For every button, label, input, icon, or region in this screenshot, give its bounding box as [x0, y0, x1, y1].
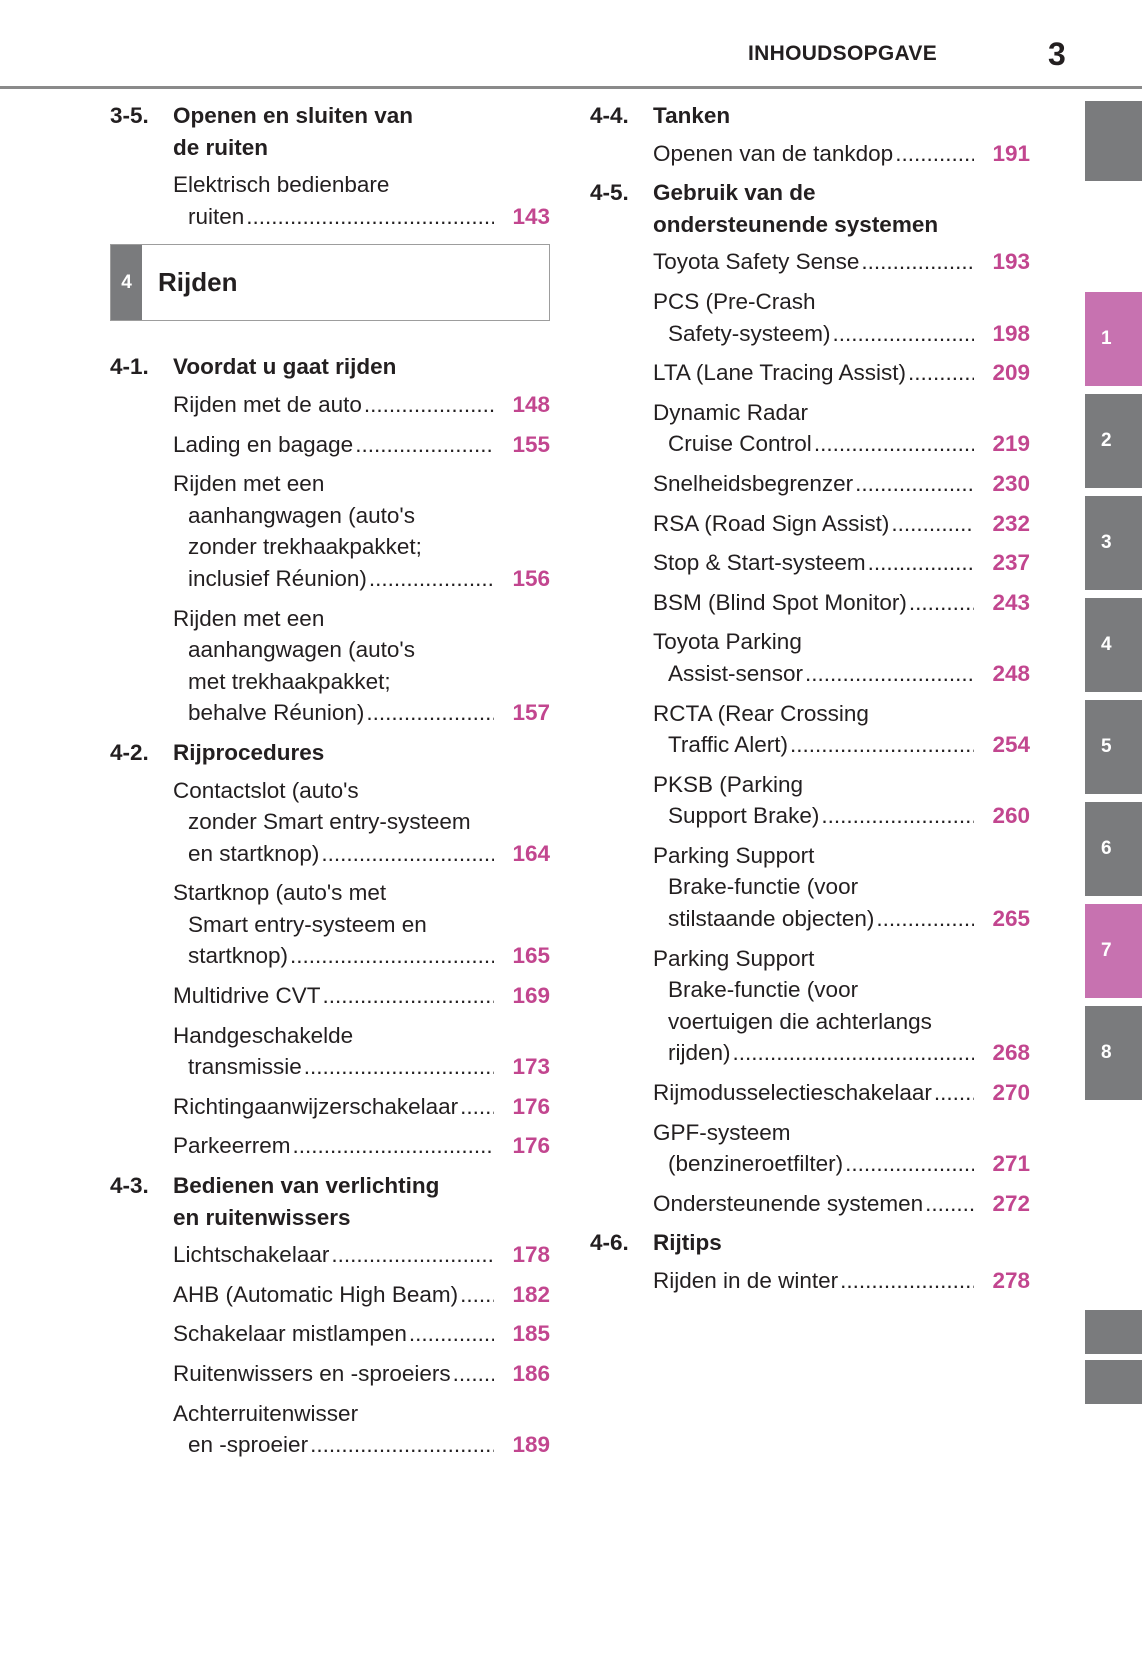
entry-line [653, 508, 974, 540]
entry-line [653, 138, 974, 170]
entry-text: Traffic Alert) [668, 732, 789, 758]
page-number-link[interactable]: 155 [512, 431, 550, 457]
section-title-line: Rijtips [653, 1230, 722, 1256]
toc-entry[interactable] [173, 429, 550, 461]
dot-leader [814, 428, 974, 460]
section-number: 4-4. [590, 103, 629, 128]
entry-line: Achterruitenwisser [173, 1400, 359, 1426]
entry-line: Smart entry-systeem en [188, 911, 427, 937]
entry-line [173, 697, 494, 729]
toc-entry[interactable] [173, 1020, 550, 1083]
entry-line [173, 1358, 494, 1390]
entry-line: Toyota Parking [653, 629, 802, 655]
page-number-link[interactable]: 243 [992, 589, 1030, 615]
dot-leader [310, 1429, 494, 1461]
toc-entry[interactable] [173, 1398, 550, 1461]
dot-leader [323, 980, 494, 1012]
page-number-link[interactable]: 156 [512, 565, 550, 591]
page-number-link[interactable]: 191 [992, 140, 1030, 166]
entry-text: Toyota Safety Sense [653, 249, 860, 275]
entry-line: PCS (Pre-Crash [653, 288, 816, 314]
entry-line: Parking Support [653, 945, 815, 971]
page-number-link[interactable]: 176 [512, 1093, 550, 1119]
chapter-tab-label: 3 [1101, 532, 1112, 553]
section-number: 4-5. [590, 180, 629, 206]
toc-entry[interactable] [173, 980, 550, 1012]
entry-line [653, 800, 974, 832]
entry-line [173, 1279, 494, 1311]
dot-leader [460, 1091, 494, 1123]
section-title-line: Gebruik van de [653, 180, 816, 206]
entry-text: inclusief Réunion) [188, 565, 367, 591]
entry-line [173, 980, 494, 1012]
dot-leader [366, 697, 494, 729]
entry-text: transmissie [188, 1054, 302, 1080]
page-number-link[interactable]: 278 [992, 1268, 1030, 1293]
entry-text: rijden) [668, 1040, 731, 1066]
chapter-tab[interactable] [1085, 1006, 1142, 1100]
section-title-line: Tanken [653, 103, 731, 128]
chapter-tab[interactable] [1085, 802, 1142, 896]
entry-line: Elektrisch bedienbare [173, 172, 390, 198]
entry-line: Contactslot (auto's [173, 777, 359, 803]
chapter-number-tab: 4 [111, 245, 142, 320]
page-number-link[interactable]: 165 [512, 943, 550, 969]
entry-text: Stop & Start-systeem [653, 550, 866, 576]
page-number-link[interactable]: 176 [512, 1133, 550, 1159]
entry-line: RCTA (Rear Crossing [653, 700, 869, 726]
entry-line [173, 1051, 494, 1083]
entry-text: Parkeerrem [173, 1133, 291, 1159]
entry-text: Multidrive CVT [173, 983, 321, 1009]
dot-leader [460, 1279, 494, 1311]
entry-line [653, 428, 974, 460]
chapter-tab[interactable] [1085, 1310, 1142, 1354]
page-number-link[interactable]: 230 [992, 470, 1030, 496]
entry-line [173, 838, 494, 870]
entry-line: Dynamic Radar [653, 399, 809, 425]
entry-text: LTA (Lane Tracing Assist) [653, 360, 907, 386]
dot-leader [868, 547, 974, 579]
entry-line: Brake-functie (voor [668, 977, 859, 1003]
section-heading [110, 351, 550, 383]
entry-line: GPF-systeem [653, 1119, 791, 1145]
entry-line [653, 1188, 974, 1220]
toc-entry[interactable] [653, 468, 1030, 500]
entry-text: Snelheidsbegrenzer [653, 470, 854, 496]
dot-leader [934, 1077, 974, 1109]
dot-leader [453, 1358, 494, 1390]
toc-entry[interactable] [653, 357, 1030, 389]
section-heading [590, 1227, 1030, 1259]
toc-entry[interactable] [173, 468, 550, 594]
dot-leader [355, 429, 494, 461]
entry-line [173, 389, 494, 421]
dot-leader [833, 318, 974, 350]
section-heading [110, 1170, 550, 1233]
dot-leader [925, 1188, 974, 1220]
dot-leader [790, 729, 974, 761]
entry-line [653, 729, 974, 761]
entry-line [173, 1318, 494, 1350]
page-number-link[interactable]: 237 [992, 550, 1030, 576]
entry-text: en startknop) [188, 840, 320, 866]
entry-text: Rijmodusselectieschakelaar [653, 1080, 932, 1106]
toc-entry[interactable] [173, 877, 550, 972]
dot-leader [895, 138, 974, 170]
section-title-line: Rijprocedures [173, 739, 325, 765]
dot-leader [855, 468, 974, 500]
section-title-line: Bedienen van verlichting [173, 1173, 440, 1199]
entry-line [653, 903, 974, 935]
toc-entry[interactable] [173, 1239, 550, 1271]
toc-entry[interactable] [173, 1130, 550, 1162]
toc-entry[interactable] [653, 246, 1030, 278]
dot-leader [369, 563, 494, 595]
entry-line [173, 429, 494, 461]
entry-line [173, 563, 494, 595]
dot-leader [304, 1051, 494, 1083]
toc-entry[interactable] [653, 769, 1030, 832]
toc-section [110, 100, 550, 232]
chapter-tab-label: 8 [1101, 1042, 1112, 1063]
dot-leader [293, 1130, 494, 1162]
entry-line: Rijden met een [173, 471, 325, 497]
page-number-link[interactable]: 143 [512, 203, 550, 229]
section-number: 4-2. [110, 739, 149, 765]
entry-text: (benzineroetfilter) [668, 1151, 844, 1177]
dot-leader [805, 658, 974, 690]
dot-leader [845, 1148, 974, 1180]
toc-entry[interactable] [653, 698, 1030, 761]
entry-text: behalve Réunion) [188, 700, 365, 726]
entry-line [653, 547, 974, 579]
toc-entry[interactable] [653, 840, 1030, 935]
toc-entry[interactable] [173, 775, 550, 870]
toc-section [590, 1227, 1030, 1296]
page-number-link[interactable]: 178 [512, 1242, 550, 1268]
entry-line: Brake-functie (voor [668, 874, 859, 900]
page-number-link[interactable]: 173 [512, 1054, 550, 1080]
toc-entry[interactable] [653, 626, 1030, 689]
entry-line [653, 318, 974, 350]
chapter-tab-label: 4 [1101, 634, 1112, 655]
dot-leader [290, 940, 494, 972]
section-number: 3-5. [110, 103, 149, 128]
entry-text: Ondersteunende systemen [653, 1190, 924, 1216]
page-number-link[interactable]: 219 [992, 431, 1030, 457]
entry-line [173, 1130, 494, 1162]
entry-text: Richtingaanwijzerschakelaar [173, 1093, 459, 1119]
entry-line [653, 468, 974, 500]
entry-text: Ruitenwissers en -sproeiers [173, 1361, 451, 1386]
entry-text: BSM (Blind Spot Monitor) [653, 589, 907, 615]
dot-leader [908, 357, 974, 389]
chapter-heading-box [110, 244, 550, 321]
toc-section [590, 100, 1030, 169]
dot-leader [821, 800, 974, 832]
dot-leader [861, 246, 974, 278]
entry-line [653, 1265, 974, 1297]
dot-leader [876, 903, 974, 935]
entry-line: Parking Support [653, 842, 815, 868]
entry-line [653, 246, 974, 278]
chapter-tab[interactable] [1085, 1360, 1142, 1404]
entry-text: Support Brake) [668, 803, 820, 829]
page-number-link[interactable]: 265 [992, 906, 1030, 932]
toc-entry[interactable] [653, 508, 1030, 540]
toc-entry[interactable] [653, 138, 1030, 170]
section-heading [110, 737, 550, 769]
entry-text: Openen van de tankdop [653, 140, 894, 166]
toc-entry[interactable] [653, 286, 1030, 349]
chapter-tab-label: 2 [1101, 430, 1112, 451]
chapter-tab[interactable] [1085, 700, 1142, 794]
toc-entry[interactable] [173, 1279, 550, 1311]
dot-leader [364, 389, 494, 421]
entry-line [653, 1037, 974, 1069]
chapter-tab[interactable] [1085, 101, 1142, 181]
entry-line [173, 201, 494, 233]
entry-text: startknop) [188, 943, 289, 969]
page-number-link[interactable]: 185 [512, 1321, 550, 1347]
entry-text: stilstaande objecten) [668, 906, 875, 932]
entry-text: en -sproeier [188, 1432, 309, 1458]
toc-entry[interactable] [653, 547, 1030, 579]
page-number-link[interactable]: 148 [512, 391, 550, 417]
toc-entry[interactable] [173, 1358, 550, 1390]
entry-line: aanhangwagen (auto's [188, 502, 415, 528]
dot-leader [331, 1239, 494, 1271]
page-number-link[interactable]: 186 [512, 1361, 550, 1386]
entry-line: Startknop (auto's met [173, 880, 387, 906]
toc-right-column [590, 100, 1030, 1305]
entry-text: Lading en bagage [173, 431, 354, 457]
toc-section [590, 177, 1030, 1219]
page-number-link[interactable]: 270 [992, 1080, 1030, 1106]
entry-line [173, 1091, 494, 1123]
entry-text: Safety-systeem) [668, 320, 831, 346]
entry-text: Schakelaar mistlampen [173, 1321, 407, 1347]
toc-entry[interactable] [653, 1077, 1030, 1109]
entry-line [173, 1239, 494, 1271]
entry-line: zonder trekhaakpakket; [188, 534, 422, 560]
entry-line: met trekhaakpakket; [188, 668, 391, 694]
entry-text: AHB (Automatic High Beam) [173, 1281, 459, 1307]
toc-section [110, 351, 550, 729]
chapter-tab-label: 7 [1101, 940, 1112, 961]
entry-line: aanhangwagen (auto's [188, 637, 415, 663]
page-number-link[interactable]: 193 [992, 249, 1030, 275]
dot-leader [321, 838, 494, 870]
dot-leader [891, 508, 974, 540]
chapter-tab-label: 6 [1101, 838, 1112, 859]
header-divider [0, 86, 1142, 89]
section-number: 4-6. [590, 1230, 629, 1256]
page-number-link[interactable]: 271 [992, 1151, 1030, 1177]
entry-text: ruiten [188, 203, 245, 229]
page-number-link[interactable]: 157 [512, 700, 550, 726]
section-title-line: Openen en sluiten van [173, 103, 414, 128]
chapter-tab[interactable] [1085, 496, 1142, 590]
chapter-tab[interactable] [1085, 598, 1142, 692]
toc-entry[interactable] [173, 389, 550, 421]
entry-text: Assist-sensor [668, 660, 804, 686]
entry-line [653, 357, 974, 389]
entry-text: Cruise Control [668, 431, 812, 457]
section-heading [590, 177, 1030, 240]
entry-line [653, 658, 974, 690]
page-number-link[interactable]: 260 [992, 803, 1030, 829]
page-number-link[interactable]: 209 [992, 360, 1030, 386]
entry-line [173, 940, 494, 972]
entry-line: Handgeschakelde [173, 1022, 354, 1048]
entry-line: PKSB (Parking [653, 771, 804, 797]
section-title-line: Voordat u gaat rijden [173, 354, 397, 380]
entry-text: Rijden met de auto [173, 391, 362, 417]
page-number-link[interactable]: 254 [992, 732, 1030, 758]
section-heading [110, 100, 550, 163]
header-title: INHOUDSOPGAVE [748, 42, 938, 65]
entry-line: zonder Smart entry-systeem [188, 809, 471, 835]
page-number-link[interactable]: 248 [992, 660, 1030, 686]
toc-section [110, 737, 550, 1162]
entry-line [653, 587, 974, 619]
dot-leader [909, 587, 974, 619]
toc-left-column [110, 100, 550, 1469]
section-title-line: en ruitenwissers [173, 1204, 351, 1230]
toc-entry[interactable] [653, 943, 1030, 1069]
page-number-link[interactable]: 232 [992, 510, 1030, 536]
toc-entry[interactable] [173, 603, 550, 729]
chapter-tab[interactable] [1085, 292, 1142, 386]
toc-entry[interactable] [653, 1117, 1030, 1180]
section-heading [590, 100, 1030, 132]
page-number-link[interactable]: 268 [992, 1040, 1030, 1066]
section-title-line: de ruiten [173, 134, 269, 160]
chapter-tab[interactable] [1085, 904, 1142, 998]
page-number-link[interactable]: 198 [992, 320, 1030, 346]
toc-entry[interactable] [653, 1188, 1030, 1220]
toc-section [110, 1170, 550, 1461]
entry-text: RSA (Road Sign Assist) [653, 510, 890, 536]
dot-leader [246, 201, 494, 233]
toc-entry[interactable] [653, 397, 1030, 460]
section-title-line: ondersteunende systemen [653, 211, 939, 237]
section-number: 4-3. [110, 1173, 149, 1199]
dot-leader [840, 1265, 974, 1297]
entry-line: Rijden met een [173, 605, 325, 631]
entry-text: Rijden in de winter [653, 1268, 839, 1293]
toc-entry[interactable] [653, 1265, 1030, 1297]
entry-line [173, 1429, 494, 1461]
chapter-title: Rijden [158, 267, 238, 298]
entry-line: voertuigen die achterlangs [668, 1008, 932, 1034]
page-number-link[interactable]: 169 [512, 983, 550, 1009]
dot-leader [409, 1318, 494, 1350]
header-page-number: 3 [1048, 36, 1066, 72]
toc-entry[interactable] [173, 169, 550, 232]
toc-entry[interactable] [653, 587, 1030, 619]
entry-line [653, 1077, 974, 1109]
chapter-tab-label: 1 [1101, 328, 1112, 349]
chapter-tab-label: 5 [1101, 736, 1112, 757]
page-number-link[interactable]: 164 [512, 840, 550, 866]
page-number-link[interactable]: 272 [992, 1190, 1030, 1216]
page-number-link[interactable]: 182 [512, 1281, 550, 1307]
dot-leader [733, 1037, 974, 1069]
section-number: 4-1. [110, 354, 149, 380]
toc-entry[interactable] [173, 1318, 550, 1350]
entry-line [653, 1148, 974, 1180]
page-number-link[interactable]: 189 [512, 1432, 550, 1458]
entry-text: Lichtschakelaar [173, 1242, 330, 1268]
chapter-tab[interactable] [1085, 394, 1142, 488]
toc-entry[interactable] [173, 1091, 550, 1123]
